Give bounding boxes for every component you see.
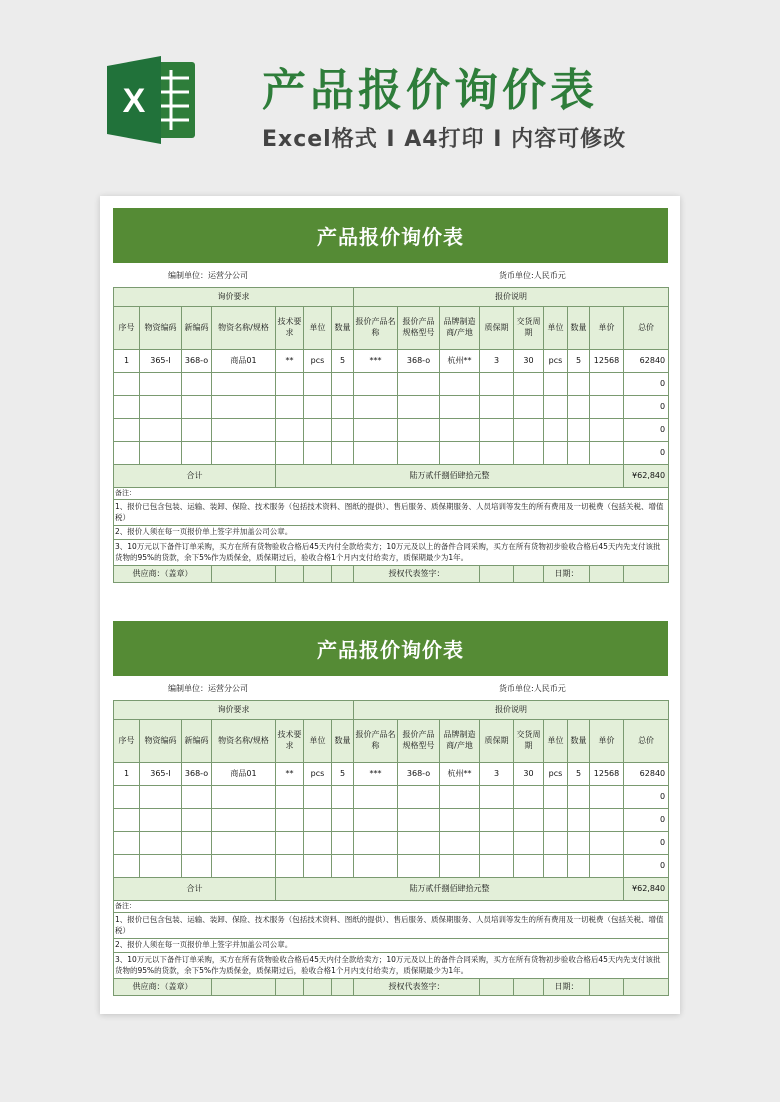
date-label: 日期： xyxy=(544,979,590,996)
table-row xyxy=(114,855,669,878)
table-cell xyxy=(568,442,590,465)
table-cell xyxy=(568,832,590,855)
table-cell xyxy=(590,855,624,878)
currency-label: 货币单位:人民币元 xyxy=(499,684,566,693)
table-cell xyxy=(354,809,398,832)
table-row xyxy=(114,832,669,855)
date-label: 日期： xyxy=(544,566,590,583)
table-cell xyxy=(398,832,440,855)
table-cell xyxy=(514,786,544,809)
table-cell xyxy=(514,419,544,442)
table-cell xyxy=(590,832,624,855)
table-cell: 3 xyxy=(480,763,514,786)
table-cell xyxy=(304,442,332,465)
header-cell: 报价产品名称 xyxy=(354,720,398,763)
table-cell xyxy=(182,442,212,465)
table-cell xyxy=(212,419,276,442)
signature-row xyxy=(114,979,669,996)
table-cell xyxy=(398,419,440,442)
table-cell xyxy=(354,832,398,855)
signer-label: 授权代表签字： xyxy=(354,566,480,583)
table-cell xyxy=(304,809,332,832)
table-cell xyxy=(590,809,624,832)
table-cell xyxy=(114,373,140,396)
section-inquiry: 询价要求 xyxy=(114,701,354,720)
note-2: 2、报价人须在每一页报价单上签字并加盖公司公章。 xyxy=(114,526,669,540)
table-cell xyxy=(480,809,514,832)
table-cell xyxy=(114,419,140,442)
table-cell xyxy=(480,832,514,855)
header-cell: 新编码 xyxy=(182,720,212,763)
table-cell xyxy=(568,809,590,832)
table-cell xyxy=(440,373,480,396)
table-cell xyxy=(568,373,590,396)
table-cell xyxy=(304,373,332,396)
table-cell: 0 xyxy=(624,442,669,465)
table-cell xyxy=(332,855,354,878)
quote-table xyxy=(113,287,669,583)
table-cell xyxy=(514,832,544,855)
header-cell: 技术要求 xyxy=(276,720,304,763)
table-cell xyxy=(332,396,354,419)
header-cell: 序号 xyxy=(114,307,140,350)
table-row xyxy=(114,442,669,465)
table-cell xyxy=(480,396,514,419)
table-cell: ** xyxy=(276,350,304,373)
signer-label: 授权代表签字： xyxy=(354,979,480,996)
table-cell xyxy=(440,855,480,878)
table-cell xyxy=(276,786,304,809)
document-page xyxy=(100,196,680,1014)
table-cell xyxy=(276,373,304,396)
section-quote: 报价说明 xyxy=(354,701,669,720)
table-cell xyxy=(140,855,182,878)
table-cell xyxy=(544,832,568,855)
header-row xyxy=(114,720,669,763)
table-cell xyxy=(480,442,514,465)
table-row xyxy=(114,419,669,442)
banner-title: 产品报价询价表 xyxy=(262,65,598,116)
supplier-label: 供应商：（盖章） xyxy=(114,566,212,583)
table-cell xyxy=(398,373,440,396)
header-cell: 报价产品规格型号 xyxy=(398,720,440,763)
table-cell xyxy=(440,809,480,832)
table-row xyxy=(114,786,669,809)
table-cell: pcs xyxy=(544,350,568,373)
table-cell xyxy=(304,786,332,809)
table-cell xyxy=(590,786,624,809)
header-cell: 总价 xyxy=(624,307,669,350)
note-3: 3、10万元以下备件订单采购，买方在所有货物验收合格后45天内付全款给卖方；10万元及以上的备件合同采购，买方在所有货物初步验收合格后45天内先支付该批货物的95%的货款，余下5%作为质保金，质保期过后，验收合格1个月内支付给卖方，质保期最少为1年。 xyxy=(114,540,669,566)
table-cell xyxy=(182,786,212,809)
table-cell xyxy=(212,855,276,878)
total-row xyxy=(114,878,669,901)
table-cell xyxy=(304,832,332,855)
table-cell xyxy=(140,809,182,832)
note-3: 3、10万元以下备件订单采购，买方在所有货物验收合格后45天内付全款给卖方；10万元及以上的备件合同采购，买方在所有货物初步验收合格后45天内先支付该批货物的95%的货款，余下5%作为质保金，质保期过后，验收合格1个月内支付给卖方，质保期最少为1年。 xyxy=(114,953,669,979)
table-cell: 365-I xyxy=(140,763,182,786)
table-cell xyxy=(398,855,440,878)
table-cell: 杭州** xyxy=(440,350,480,373)
sheet-meta xyxy=(113,676,668,700)
table-cell xyxy=(514,855,544,878)
header-cell: 物资名称/规格 xyxy=(212,307,276,350)
table-cell: 368-o xyxy=(182,763,212,786)
table-cell xyxy=(212,809,276,832)
table-cell xyxy=(440,419,480,442)
table-cell xyxy=(182,419,212,442)
header-cell: 技术要求 xyxy=(276,307,304,350)
table-cell: 368-o xyxy=(398,350,440,373)
table-cell xyxy=(140,832,182,855)
section-quote: 报价说明 xyxy=(354,288,669,307)
table-cell xyxy=(544,373,568,396)
header-cell: 质保期 xyxy=(480,307,514,350)
table-cell xyxy=(276,809,304,832)
table-cell: 0 xyxy=(624,855,669,878)
table-cell: *** xyxy=(354,763,398,786)
table-cell: 1 xyxy=(114,350,140,373)
table-cell xyxy=(480,419,514,442)
table-cell xyxy=(398,396,440,419)
total-amount: ¥62,840 xyxy=(624,465,669,488)
table-cell xyxy=(568,855,590,878)
table-cell xyxy=(480,786,514,809)
table-row xyxy=(114,350,669,373)
total-words: 陆万贰仟捌佰肆拾元整 xyxy=(276,878,624,901)
table-cell: 30 xyxy=(514,763,544,786)
table-cell xyxy=(354,442,398,465)
table-cell xyxy=(332,832,354,855)
note-1: 1、报价已包含包装、运输、装卸、保险、技术服务（包括技术资料、图纸的提供）、售后服务、质保期服务、人员培训等发生的所有费用及一切税费（包括关税、增值税） xyxy=(114,500,669,526)
table-cell: 0 xyxy=(624,786,669,809)
unit-label: 编制单位：运营分公司 xyxy=(168,684,248,693)
table-cell xyxy=(182,832,212,855)
table-cell: 30 xyxy=(514,350,544,373)
table-cell xyxy=(276,855,304,878)
header-cell: 单价 xyxy=(590,307,624,350)
header-cell: 数量 xyxy=(568,307,590,350)
table-cell: 368-o xyxy=(398,763,440,786)
table-cell xyxy=(544,786,568,809)
table-cell xyxy=(544,419,568,442)
note-1: 1、报价已包含包装、运输、装卸、保险、技术服务（包括技术资料、图纸的提供）、售后服务、质保期服务、人员培训等发生的所有费用及一切税费（包括关税、增值税） xyxy=(114,913,669,939)
table-cell xyxy=(440,786,480,809)
quote-sheet-1 xyxy=(113,208,668,583)
header-cell: 物资名称/规格 xyxy=(212,720,276,763)
table-cell xyxy=(590,396,624,419)
table-cell xyxy=(590,419,624,442)
table-cell: 0 xyxy=(624,832,669,855)
table-cell xyxy=(354,419,398,442)
table-cell xyxy=(212,373,276,396)
quote-sheet-2 xyxy=(113,621,668,996)
supplier-label: 供应商：（盖章） xyxy=(114,979,212,996)
header-cell: 数量 xyxy=(332,720,354,763)
total-label: 合计 xyxy=(114,465,276,488)
table-cell xyxy=(114,855,140,878)
table-cell xyxy=(304,396,332,419)
table-cell xyxy=(304,419,332,442)
table-cell xyxy=(440,832,480,855)
table-cell xyxy=(590,442,624,465)
header-cell: 数量 xyxy=(568,720,590,763)
header-row xyxy=(114,307,669,350)
table-cell xyxy=(140,786,182,809)
table-cell xyxy=(354,373,398,396)
currency-label: 货币单位:人民币元 xyxy=(499,271,566,280)
header-cell: 单位 xyxy=(544,720,568,763)
table-cell xyxy=(276,442,304,465)
table-cell xyxy=(332,442,354,465)
table-cell: 商品01 xyxy=(212,350,276,373)
table-cell xyxy=(514,373,544,396)
table-cell xyxy=(480,855,514,878)
table-cell xyxy=(182,373,212,396)
table-cell xyxy=(568,396,590,419)
notes-label: 备注： xyxy=(114,901,669,913)
total-label: 合计 xyxy=(114,878,276,901)
table-cell: 12568 xyxy=(590,763,624,786)
signature-row xyxy=(114,566,669,583)
sheet-meta xyxy=(113,263,668,287)
table-cell xyxy=(332,809,354,832)
table-cell: pcs xyxy=(304,763,332,786)
header-cell: 交货周期 xyxy=(514,307,544,350)
header-cell: 质保期 xyxy=(480,720,514,763)
table-cell: 5 xyxy=(568,350,590,373)
table-cell xyxy=(332,373,354,396)
header-cell: 物资编码 xyxy=(140,720,182,763)
table-cell: 0 xyxy=(624,396,669,419)
table-cell: 0 xyxy=(624,809,669,832)
total-row xyxy=(114,465,669,488)
table-cell xyxy=(590,373,624,396)
section-inquiry: 询价要求 xyxy=(114,288,354,307)
table-cell xyxy=(514,396,544,419)
table-cell: 0 xyxy=(624,419,669,442)
table-cell xyxy=(332,786,354,809)
table-cell xyxy=(354,786,398,809)
table-cell: 杭州** xyxy=(440,763,480,786)
table-cell xyxy=(114,786,140,809)
notes-label: 备注： xyxy=(114,488,669,500)
table-cell xyxy=(514,809,544,832)
header-cell: 单位 xyxy=(304,720,332,763)
table-cell: 365-I xyxy=(140,350,182,373)
header-cell: 品牌制造商/产地 xyxy=(440,307,480,350)
unit-label: 编制单位：运营分公司 xyxy=(168,271,248,280)
table-cell: 1 xyxy=(114,763,140,786)
header-cell: 序号 xyxy=(114,720,140,763)
table-cell xyxy=(354,396,398,419)
table-cell xyxy=(182,855,212,878)
table-cell xyxy=(140,419,182,442)
table-row xyxy=(114,763,669,786)
table-cell xyxy=(544,396,568,419)
table-cell xyxy=(114,832,140,855)
header-cell: 单位 xyxy=(544,307,568,350)
header-cell: 品牌制造商/产地 xyxy=(440,720,480,763)
header-cell: 新编码 xyxy=(182,307,212,350)
table-cell xyxy=(398,786,440,809)
table-cell xyxy=(114,396,140,419)
table-cell xyxy=(276,396,304,419)
table-cell xyxy=(114,809,140,832)
excel-logo-icon xyxy=(103,52,199,148)
table-cell: 5 xyxy=(332,763,354,786)
total-words: 陆万贰仟捌佰肆拾元整 xyxy=(276,465,624,488)
table-cell xyxy=(140,396,182,419)
table-cell xyxy=(304,855,332,878)
table-cell xyxy=(182,396,212,419)
header-cell: 物资编码 xyxy=(140,307,182,350)
logo-letter: X xyxy=(122,82,146,120)
quote-table xyxy=(113,700,669,996)
table-cell: 0 xyxy=(624,373,669,396)
table-cell xyxy=(212,442,276,465)
table-cell: 3 xyxy=(480,350,514,373)
header-cell: 单位 xyxy=(304,307,332,350)
header-cell: 报价产品规格型号 xyxy=(398,307,440,350)
table-cell: ** xyxy=(276,763,304,786)
sheet-title: 产品报价询价表 xyxy=(113,621,668,676)
total-amount: ¥62,840 xyxy=(624,878,669,901)
table-cell: 368-o xyxy=(182,350,212,373)
table-cell xyxy=(544,855,568,878)
table-cell xyxy=(140,442,182,465)
header-cell: 报价产品名称 xyxy=(354,307,398,350)
table-cell xyxy=(398,809,440,832)
table-cell xyxy=(544,442,568,465)
table-row xyxy=(114,809,669,832)
table-cell xyxy=(544,809,568,832)
table-cell xyxy=(332,419,354,442)
table-cell: pcs xyxy=(304,350,332,373)
sheet-title: 产品报价询价表 xyxy=(113,208,668,263)
table-cell: 12568 xyxy=(590,350,624,373)
table-row xyxy=(114,373,669,396)
table-cell xyxy=(440,442,480,465)
table-cell: 商品01 xyxy=(212,763,276,786)
header-cell: 数量 xyxy=(332,307,354,350)
header-cell: 总价 xyxy=(624,720,669,763)
table-cell: *** xyxy=(354,350,398,373)
table-cell xyxy=(514,442,544,465)
table-cell xyxy=(440,396,480,419)
header-cell: 交货周期 xyxy=(514,720,544,763)
table-cell xyxy=(568,419,590,442)
header-cell: 单价 xyxy=(590,720,624,763)
banner-subtitle: Excel格式 I A4打印 I 内容可修改 xyxy=(262,127,627,152)
table-cell xyxy=(354,855,398,878)
table-cell xyxy=(182,809,212,832)
table-cell xyxy=(398,442,440,465)
table-cell xyxy=(212,396,276,419)
table-cell: 62840 xyxy=(624,350,669,373)
table-cell xyxy=(480,373,514,396)
table-cell xyxy=(212,832,276,855)
table-row xyxy=(114,396,669,419)
table-cell xyxy=(568,786,590,809)
table-cell xyxy=(276,832,304,855)
note-2: 2、报价人须在每一页报价单上签字并加盖公司公章。 xyxy=(114,939,669,953)
table-cell xyxy=(114,442,140,465)
table-cell xyxy=(276,419,304,442)
table-cell: pcs xyxy=(544,763,568,786)
table-cell xyxy=(212,786,276,809)
table-cell: 5 xyxy=(568,763,590,786)
table-cell xyxy=(140,373,182,396)
table-cell: 62840 xyxy=(624,763,669,786)
table-cell: 5 xyxy=(332,350,354,373)
